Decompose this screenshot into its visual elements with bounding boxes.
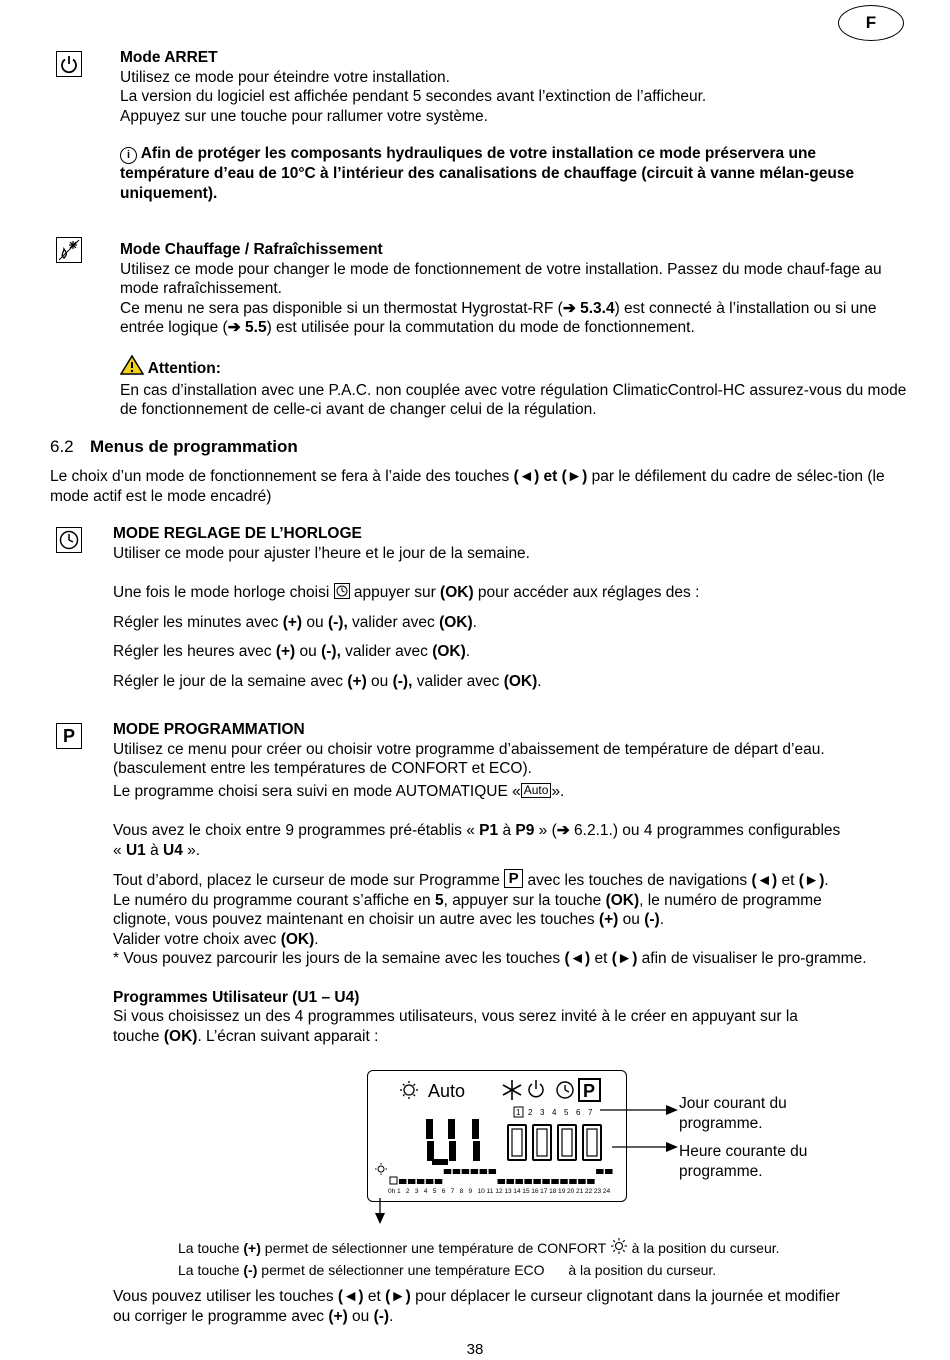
power-icon: [529, 1080, 543, 1097]
profile-bar: [578, 1179, 586, 1184]
lcd-day-number: 6: [576, 1108, 581, 1117]
callout-arrows: [600, 1095, 685, 1155]
lcd-hour-label: 9: [468, 1188, 473, 1195]
user-programs-text: Si vous choisissez un des 4 programmes utilisateurs, vous serez invité à le créer en appuyant sur la: [113, 1008, 798, 1025]
profile-bar: [560, 1179, 568, 1184]
touch-plus-line: La touche (+) permet de sélectionner une température de CONFORT à la position du curseur.: [178, 1237, 878, 1259]
horloge-block: [113, 524, 913, 691]
clock-icon: [557, 1082, 573, 1098]
programmation-step: Valider votre choix avec (OK).: [113, 930, 319, 948]
lcd-hour-label: 19: [558, 1188, 566, 1195]
profile-bar: [569, 1179, 577, 1184]
horloge-subtitle: Utiliser ce mode pour ajuster l’heure et le jour de la semaine.: [113, 544, 530, 562]
programmation-text: Utilisez ce menu pour créer ou choisir votre programme d’abaissement de température de départ d’eau.: [113, 740, 825, 758]
info-note-text: Afin de protéger les composants hydrauliques de votre installation ce mode préservera une température d’eau de 10°C à l’intérieur des canalisations de chauffage (circuit à vanne mélan-geuse uniquement).: [120, 145, 855, 202]
moon-icon: [548, 1259, 564, 1281]
programmation-auto-line: Le programme choisi sera suivi en mode AUTOMATIQUE « Auto ».: [113, 782, 565, 800]
lcd-hour-label: 24: [602, 1188, 611, 1195]
moon-icon: [377, 1179, 382, 1189]
lcd-time-digit-inner: [587, 1129, 597, 1156]
profile-bar: [435, 1179, 443, 1184]
section-heading: [50, 437, 298, 458]
mode-arret-line: Utilisez ce mode pour éteindre votre installation.: [120, 68, 450, 86]
lcd-hour-label: 14: [513, 1188, 521, 1195]
moon-icon: [483, 1081, 492, 1099]
arrow-icon: ➔: [227, 319, 246, 336]
profile-bar: [489, 1169, 497, 1174]
profile-bar: [587, 1179, 595, 1184]
lcd-segment: [472, 1119, 479, 1139]
ref-link: 5.5: [245, 319, 267, 336]
lcd-auto-label: Auto: [428, 1081, 466, 1101]
lcd-day-number: 4: [552, 1108, 557, 1117]
mode-chauffage-title: Mode Chauffage / Rafraîchissement: [120, 241, 383, 258]
profile-bar: [533, 1179, 541, 1184]
mode-arret-block: [120, 48, 910, 126]
attention-title: Attention:: [147, 360, 221, 377]
horloge-heures: Régler les heures avec (+) ou (-), valider avec (OK).: [113, 643, 471, 660]
program-p-icon: P: [56, 723, 82, 749]
final-paragraph: Vous pouvez utiliser les touches (◄) et (►) pour déplacer le curseur clignotant dans la journée et modifier ou corriger le programme avec (+) ou (-).: [113, 1288, 840, 1325]
profile-bar: [471, 1169, 479, 1174]
lcd-hour-label: 18: [549, 1188, 557, 1195]
mode-arret-title: Mode ARRET: [120, 49, 218, 66]
profile-bar: [453, 1169, 461, 1174]
down-arrow-icon: [372, 1198, 388, 1226]
lcd-hour-label: 21: [575, 1188, 584, 1195]
info-icon: i: [120, 147, 137, 164]
arrow-icon: ➔: [562, 299, 581, 317]
arrow-icon: ➔: [556, 822, 570, 839]
lcd-hour-label: 7: [450, 1188, 455, 1195]
lcd-segment: [432, 1159, 448, 1165]
clock-icon: [334, 583, 350, 599]
touch-minus-line: La touche (-) permet de sélectionner une température ECO à la position du curseur.: [178, 1259, 878, 1281]
profile-bar: [480, 1169, 488, 1174]
profile-bar: [515, 1179, 523, 1184]
lcd-time-digits: [508, 1125, 601, 1160]
lcd-hour-label: 23: [593, 1188, 602, 1195]
programmation-step: * Vous pouvez parcourir les jours de la semaine avec les touches (◄) et (►) afin de visualiser le pro-gramme.: [113, 950, 867, 967]
profile-bar: [498, 1179, 506, 1184]
lcd-program-digits: [426, 1119, 480, 1165]
lcd-hour-label: 4: [423, 1188, 428, 1195]
horloge-title: MODE REGLAGE DE L’HORLOGE: [113, 525, 362, 542]
lcd-day-number: 3: [540, 1108, 545, 1117]
mode-arret-line: Appuyez sur une touche pour rallumer votre système.: [120, 107, 488, 125]
lcd-hour-label: 6: [441, 1188, 446, 1195]
info-note: [120, 144, 880, 203]
language-badge: F: [838, 5, 904, 41]
programmation-block: [113, 720, 913, 1046]
horloge-minutes: Régler les minutes avec (+) ou (-), valider avec (OK).: [113, 613, 477, 631]
profile-bar: [462, 1169, 470, 1174]
lcd-day-number: 2: [528, 1108, 533, 1117]
lcd-segment: [473, 1141, 480, 1161]
profile-bar: [542, 1179, 550, 1184]
lcd-time-digit: [583, 1125, 601, 1160]
profile-bar: [551, 1179, 559, 1184]
section-intro: Le choix d’un mode de fonctionnement se fera à l’aide des touches (◄) et (►) par le défilement du cadre de sélec-tion (le mode actif est le mode encadré): [50, 468, 885, 505]
lcd-time-digit-inner: [512, 1129, 522, 1156]
lcd-day-number: 7: [588, 1108, 593, 1117]
profile-bar: [408, 1179, 416, 1184]
lcd-segment: [426, 1119, 433, 1139]
snowflake-icon: [503, 1080, 521, 1100]
user-programs-title: Programmes Utilisateur (U1 – U4): [113, 988, 360, 1006]
lcd-hour-label: 15: [522, 1188, 530, 1195]
attention-text: En cas d’installation avec une P.A.C. non couplée avec votre régulation ClimaticControl-HC assurez-vous du mode de fonctionnement de celle-ci avant de changer celui de la régulation.: [120, 381, 907, 418]
page-number: 38: [466, 1341, 484, 1358]
profile-bar: [417, 1179, 425, 1184]
lcd-hour-label: 2: [405, 1188, 410, 1195]
programmation-step: Tout d’abord, placez le curseur de mode sur Programme P avec les touches de navigations (◄) et (►).: [113, 870, 829, 889]
cursor-bar: [390, 1177, 397, 1184]
lcd-day-number: 5: [564, 1108, 569, 1117]
ref-link: 5.3.4: [580, 299, 615, 317]
mode-chauffage-availability: Ce menu ne sera pas disponible si un thermostat Hygrostat-RF (➔ 5.3.4) est connecté à l’installation ou si une entrée logique (➔ 5.5) est utilisée pour la commutation du mode de fonctionnement.: [120, 299, 877, 336]
label-current-day: Jour courant du programme.: [679, 1095, 787, 1132]
horloge-jour: Régler le jour de la semaine avec (+) ou (-), valider avec (OK).: [113, 672, 542, 690]
lcd-time-digit: [508, 1125, 526, 1160]
profile-bar: [399, 1179, 407, 1184]
profile-bar: [426, 1179, 434, 1184]
lcd-hour-label: 0h: [388, 1188, 396, 1195]
user-programs-text: touche (OK). L’écran suivant apparait :: [113, 1027, 379, 1045]
profile-bar: [506, 1179, 514, 1184]
programmation-choices: « U1 à U4 ».: [113, 841, 201, 859]
mode-chauffage-text: Utilisez ce mode pour changer le mode de fonctionnement de votre installation. Passez du mode chauf-fage au mode rafraîchissement.: [120, 260, 882, 297]
profile-bar: [524, 1179, 532, 1184]
mode-chauffage-block: [120, 240, 900, 338]
programmation-step: Le numéro du programme courant s’affiche en 5, appuyer sur la touche (OK), le numéro de programme: [113, 891, 822, 909]
lcd-hour-label: 1: [396, 1188, 401, 1195]
programmation-choices: Vous avez le choix entre 9 programmes pré-établis « P1 à P9 » (➔ 6.2.1.) ou 4 programmes configurables: [113, 822, 841, 839]
sun-icon: [375, 1163, 387, 1175]
horloge-intro: Une fois le mode horloge choisi appuyer sur (OK) pour accéder aux réglages des :: [113, 584, 700, 601]
lcd-hour-label: 12: [495, 1188, 503, 1195]
lcd-hour-label: 11: [486, 1188, 494, 1195]
sun-icon: [400, 1081, 418, 1099]
lcd-time-digit-inner: [537, 1129, 547, 1156]
attention-block: [120, 355, 910, 420]
lcd-segment: [448, 1119, 455, 1139]
lcd-segment: [427, 1141, 434, 1161]
clock-icon: [56, 527, 82, 553]
lcd-hour-label: 5: [432, 1188, 437, 1195]
program-p-icon: P: [504, 869, 523, 888]
heat-cool-icon: [56, 237, 82, 263]
lcd-display: [367, 1070, 627, 1202]
lcd-hour-label: 17: [540, 1188, 548, 1195]
lcd-hour-label: 16: [531, 1188, 539, 1195]
lcd-day-number: 1: [516, 1108, 521, 1117]
lcd-hour-label: 22: [584, 1188, 593, 1195]
lcd-time-digit-inner: [562, 1129, 572, 1156]
profile-bar: [444, 1169, 452, 1174]
lcd-hour-label: 20: [567, 1188, 575, 1195]
profile-bar: [596, 1169, 604, 1174]
warning-icon: [120, 355, 144, 381]
lcd-hour-label: 3: [414, 1188, 419, 1195]
power-icon: [56, 51, 82, 77]
section-number: 6.2: [50, 437, 74, 456]
programmation-text: (basculement entre les températures de CONFORT et ECO).: [113, 760, 532, 777]
lcd-time-digit: [533, 1125, 551, 1160]
label-current-time: Heure courante du programme.: [679, 1143, 808, 1180]
lcd-hour-label: 8: [459, 1188, 464, 1195]
lcd-hour-label: 13: [504, 1188, 512, 1195]
lcd-segment: [449, 1141, 456, 1161]
programmation-step: clignote, vous pouvez maintenant en choisir un autre avec les touches (+) ou (-).: [113, 911, 665, 928]
auto-icon: Auto: [521, 783, 552, 798]
sun-icon: [610, 1237, 628, 1259]
lcd-time-digit: [558, 1125, 576, 1160]
profile-bar: [605, 1169, 613, 1174]
lcd-hour-label: 10: [477, 1188, 485, 1195]
programmation-title: MODE PROGRAMMATION: [113, 721, 305, 738]
lcd-p-label: P: [583, 1081, 596, 1101]
mode-arret-line: La version du logiciel est affichée pendant 5 secondes avant l’extinction de l’afficheur.: [120, 88, 707, 105]
section-title: Menus de programmation: [89, 437, 298, 456]
